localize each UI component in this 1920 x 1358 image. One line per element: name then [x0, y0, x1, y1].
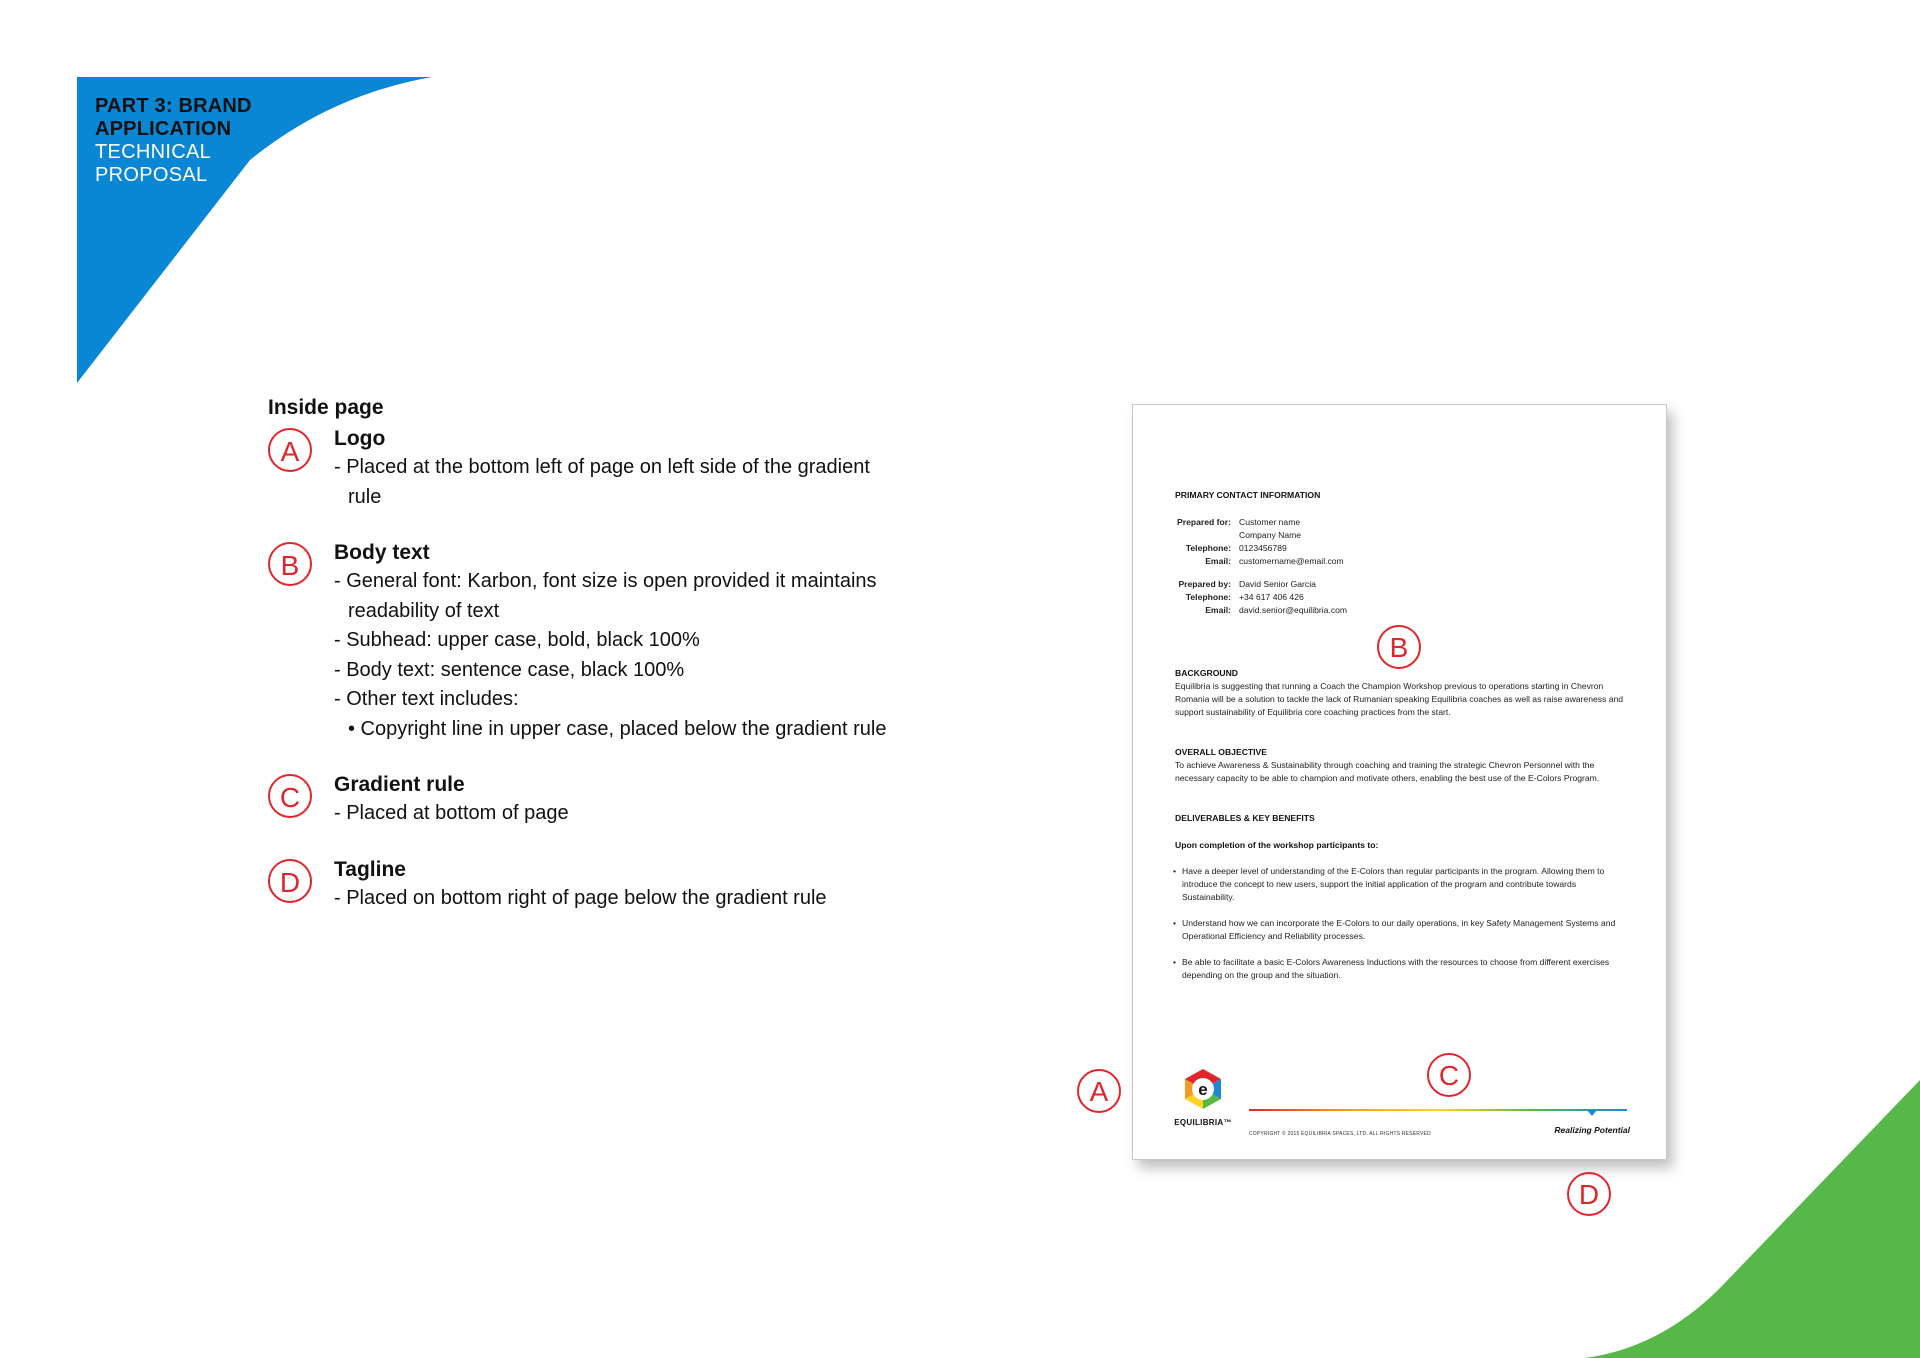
objective-section — [1175, 746, 1625, 785]
logo-wordmark: EQUILIBRIA™ — [1174, 1118, 1232, 1127]
email-value: david.senior@equilibria.com — [1239, 605, 1348, 615]
telephone-value: 0123456789 — [1239, 543, 1287, 553]
spec-item-logo — [268, 424, 888, 512]
marker-b: B — [268, 542, 312, 586]
tagline: Realizing Potential — [1554, 1125, 1630, 1135]
telephone-label: Telephone: — [1185, 543, 1231, 553]
spec-heading: Logo — [334, 427, 386, 450]
email-label: Email: — [1205, 556, 1231, 566]
spec-item-gradient-rule — [268, 770, 888, 829]
email-label: Email: — [1205, 605, 1231, 615]
spec-line: - Other text includes: — [334, 688, 519, 710]
contact-table-preparer — [1175, 578, 1625, 617]
copyright-line: COPYRIGHT © 2015 EQUILIBRIA SPACES, LTD. ALL RIGHTS RESERVED — [1249, 1131, 1431, 1137]
telephone-label: Telephone: — [1185, 592, 1231, 602]
section-title-bold-2: APPLICATION — [95, 118, 232, 140]
equilibria-logo — [1173, 1067, 1233, 1127]
deliverables-list — [1175, 865, 1625, 982]
spec-heading: Body text — [334, 541, 430, 564]
email-value: customername@email.com — [1239, 556, 1344, 566]
equilibria-logo-icon — [1181, 1067, 1225, 1111]
prepared-for-value: Customer name — [1239, 517, 1301, 527]
spec-line: - Body text: sentence case, black 100% — [334, 658, 685, 681]
section-title-bold-1: PART 3: BRAND — [95, 95, 252, 117]
deliverables-subheading: Upon completion of the workshop participants to: — [1175, 840, 1379, 850]
sample-document-page — [1132, 404, 1667, 1160]
logo-letter: e — [1198, 1080, 1208, 1099]
gradient-rule — [1249, 1109, 1627, 1111]
section-title-light-2: PROPOSAL — [95, 164, 208, 186]
deliverables-section — [1175, 812, 1625, 982]
marker-c: C — [268, 774, 312, 818]
prepared-by-label: Prepared by: — [1178, 579, 1231, 589]
document-body — [1175, 489, 1625, 982]
contact-table — [1175, 516, 1625, 568]
blue-corner-shape — [0, 0, 460, 400]
background-heading: BACKGROUND — [1175, 668, 1239, 678]
objective-heading: OVERALL OBJECTIVE — [1175, 747, 1268, 757]
spec-item-tagline — [268, 855, 888, 914]
spec-line: - Placed on bottom right of page below the gradient rule — [334, 886, 827, 909]
spec-list — [268, 396, 888, 939]
contact-heading: PRIMARY CONTACT INFORMATION — [1175, 490, 1321, 500]
spec-line: - General font: Karbon, font size is open provided it maintains readability of text — [334, 570, 877, 622]
list-item: • Be able to facilitate a basic E-Colors Awareness Inductions with the resources to choose from different exercises depending on the group and the situation. — [1175, 956, 1625, 982]
marker-d: D — [268, 859, 312, 903]
spec-line: - Subhead: upper case, bold, black 100% — [334, 629, 700, 651]
marker-b-doc: B — [1377, 625, 1421, 669]
prepared-by-value: David Senior Garcia — [1239, 579, 1316, 589]
spec-line: - Placed at bottom of page — [334, 802, 569, 824]
spec-line: - Placed at the bottom left of page on left side of the gradient rule — [334, 456, 870, 508]
gradient-rule-notch — [1587, 1110, 1597, 1116]
marker-a-doc: A — [1077, 1069, 1121, 1113]
company-value: Company Name — [1239, 530, 1302, 540]
spec-subline: • Copyright line in upper case, placed below the gradient rule — [348, 717, 887, 740]
objective-text: To achieve Awareness & Sustainability through coaching and training the strategic Chevron Personnel with the necessary capacity to be able to champion and motivate others, enabling the best use of the E-Colors Program. — [1175, 760, 1600, 783]
background-text: Equilibria is suggesting that running a Coach the Champion Workshop previous to operations starting in Chevron Romania will be a solution to tackle the lack of Rumanian speaking Equilibria coaches as well as raise awareness and support sustainability of Equilibria core coaching practices from the start. — [1175, 681, 1624, 717]
deliverables-heading: DELIVERABLES & KEY BENEFITS — [1175, 813, 1315, 823]
section-title — [95, 95, 252, 187]
spec-item-body-text — [268, 538, 888, 744]
blank-label — [1175, 529, 1231, 542]
marker-d-doc: D — [1567, 1172, 1611, 1216]
spec-heading: Tagline — [334, 857, 406, 881]
spec-title: Inside page — [268, 396, 384, 419]
prepared-for-label: Prepared for: — [1177, 517, 1231, 527]
marker-a: A — [268, 428, 312, 472]
background-section — [1175, 667, 1625, 719]
spec-heading: Gradient rule — [334, 773, 465, 796]
marker-c-doc: C — [1427, 1053, 1471, 1097]
list-item: • Understand how we can incorporate the E-Colors to our daily operations, in key Safety Management Systems and Operational Efficiency and Reliability processes. — [1175, 917, 1625, 943]
section-title-light-1: TECHNICAL — [95, 141, 212, 163]
telephone-value: +34 617 406 426 — [1239, 592, 1304, 602]
list-item: • Have a deeper level of understanding of the E-Colors than regular participants in the program. Allowing them to introduce the concept to new users, support the initial application of the program and contribute towards Sustainability. — [1175, 865, 1625, 904]
